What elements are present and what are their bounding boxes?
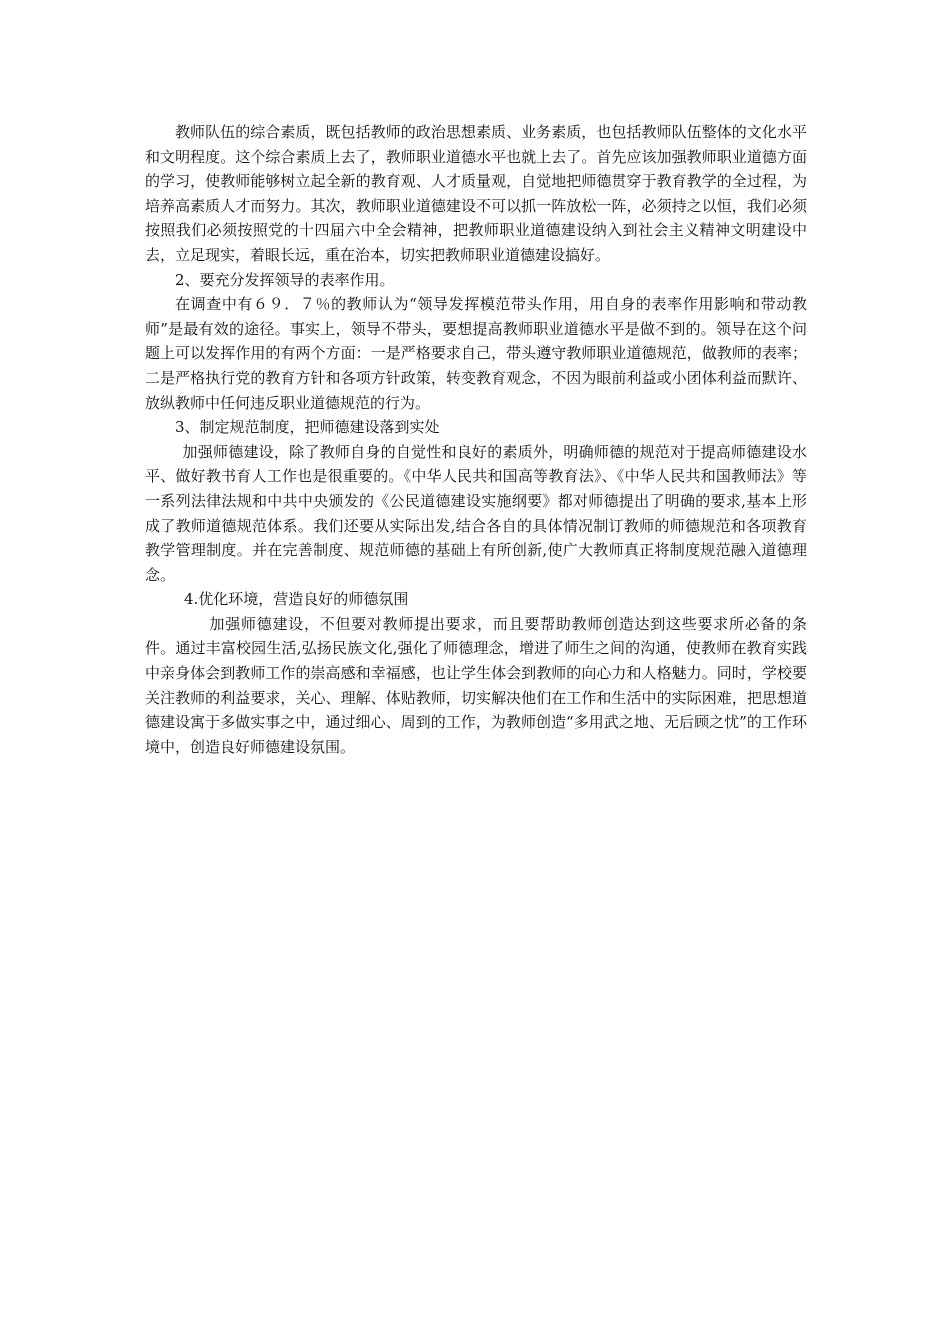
paragraph-leadership-survey: 在调查中有６９．７％的教师认为“领导发挥模范带头作用，用自身的表率作用影响和带动教师”是最有效的途径。事实上，领导不带头，要想提高教师职业道德水平是做不到的。领导在这个问题上可以发挥作用的有两个方面：一是严格要求自己，带头遵守教师职业道德规范，做教师的表率；二是严格执行党的教育方针和各项方针政策，转变教育观念，不因为眼前利益或小团体利益而默许、放纵教师中任何违反职业道德规范的行为。 xyxy=(145,295,807,412)
paragraph-environment: 加强师德建设，不但要对教师提出要求，而且要帮助教师创造达到这些要求所必备的条件。通过丰富校园生活,弘扬民族文化,强化了师德理念，增进了师生之间的沟通，使教师在教育实践中亲身体会到教师工作的崇高感和幸福感，也让学生体会到教师的向心力和人格魅力。同时，学校要关注教师的利益要求，关心、理解、体贴教师，切实解决他们在工作和生活中的实际困难，把思想道德建设寓于多做实事之中，通过细心、周到的工作，为教师创造“多用武之地、无后顾之忧”的工作环境中，创造良好师德建设氛围。 xyxy=(145,614,807,756)
paragraph-regulations: 加强师德建设，除了教师自身的自觉性和良好的素质外，明确师德的规范对于提高师德建设水平、做好教书育人工作也是很重要的。《中华人民共和国高等教育法》、《中华人民共和国教师法》等一系列法律法规和中共中央颁发的《公民道德建设实施纲要》都对师德提出了明确的要求,基本上形成了教师道德规范体系。我们还要从实际出发,结合各自的具体情况制订教师的师德规范和各项教育教学管理制度。并在完善制度、规范师德的基础上有所创新,使广大教师真正将制度规范融入道德理念。 xyxy=(145,442,807,584)
section-heading-regulations: 3、制定规范制度，把师德建设落到实处 xyxy=(175,418,440,437)
document-body xyxy=(145,120,807,759)
section-heading-leadership: 2、要充分发挥领导的表率作用。 xyxy=(175,270,395,289)
paragraph-teacher-quality: 教师队伍的综合素质，既包括教师的政治思想素质、业务素质，也包括教师队伍整体的文化水平和文明程度。这个综合素质上去了，教师职业道德水平也就上去了。首先应该加强教师职业道德方面的学习，使教师能够树立起全新的教育观、人才质量观，自觉地把师德贯穿于教育教学的全过程，为培养高素质人才而努力。其次，教师职业道德建设不可以抓一阵放松一阵，必须持之以恒，我们必须按照我们必须按照党的十四届六中全会精神，把教师职业道德建设纳入到社会主义精神文明建设中去，立足现实，着眼长远，重在治本，切实把教师职业道德建设搞好。 xyxy=(145,123,807,264)
section-heading-environment: 4.优化环境，营造良好的师德氛围 xyxy=(184,590,409,609)
